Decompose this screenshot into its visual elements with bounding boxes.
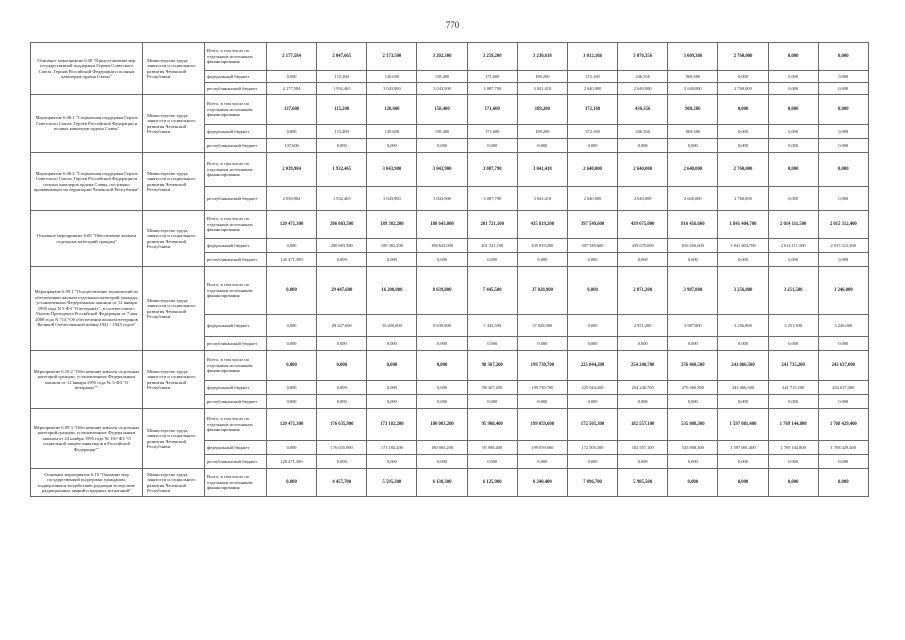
- amount-cell: 3 087,790: [467, 83, 517, 95]
- amount-cell: 0,000: [768, 125, 818, 139]
- amount-cell: 969,386: [668, 95, 718, 125]
- funding-source-label: республиканский бюджет: [205, 337, 267, 351]
- amount-cell: 6 125,900: [467, 469, 517, 497]
- amount-cell: 0,000: [317, 455, 367, 469]
- amount-cell: 0,000: [567, 267, 617, 315]
- amount-cell: 2 640,000: [567, 153, 617, 187]
- amount-cell: 37 028,900: [517, 267, 567, 315]
- budget-row-total: [31, 153, 869, 187]
- funding-source-label: федеральный бюджет: [205, 239, 267, 253]
- amount-cell: 0,000: [818, 395, 868, 409]
- amount-cell: 276 460,500: [668, 351, 718, 381]
- amount-cell: 0,000: [818, 43, 868, 71]
- amount-cell: 0,000: [267, 441, 317, 455]
- amount-cell: 0,000: [567, 253, 617, 267]
- funding-source-label: Всего, в том числе по отдельным источникам финансирования: [205, 469, 267, 497]
- amount-cell: 3 087,790: [467, 153, 517, 187]
- amount-cell: 120,600: [367, 125, 417, 139]
- funding-source-label: республиканский бюджет: [205, 139, 267, 153]
- amount-cell: 0,000: [768, 187, 818, 211]
- amount-cell: 0,000: [768, 139, 818, 153]
- amount-cell: 16 200,000: [367, 267, 417, 315]
- amount-cell: 969,386: [668, 71, 718, 83]
- amount-cell: 120 471,300: [267, 409, 317, 441]
- amount-cell: 0,000: [317, 337, 367, 351]
- amount-cell: 0,000: [718, 125, 768, 139]
- measure-title: Мероприятие 6.09.1 "Осуществление полномочий по обеспечению жильем отдельных категорий граждан, установленных Федеральным законом от 12 января 1995 года N 5-ФЗ "О ветеранах", в соответствии с Указом Президента Российской Федерации от 7 мая 2008 года N 714 "Об обеспечении жильем ветеранов Великой Отечественной войны 1941 - 1945 годов": [31, 267, 143, 351]
- amount-cell: 0,000: [768, 153, 818, 187]
- amount-cell: 241 715,200: [768, 351, 818, 381]
- funding-source-label: Всего, в том числе по отдельным источникам финансирования: [205, 43, 267, 71]
- budget-row-total: [31, 409, 869, 441]
- amount-cell: 0,000: [718, 469, 768, 497]
- responsible-executor: Министерство труда, занятости и социального развития Чеченской Республики: [143, 211, 205, 267]
- amount-cell: 1 768 429,400: [818, 409, 868, 441]
- amount-cell: 535 808,300: [668, 409, 718, 441]
- measure-title: Мероприятие 6.09.3 "Обеспечение жильем отдельных категорий граждан, установленных Федеральным законом от 24 ноября 1995 года № 181-ФЗ "О социальной защите инвалидов в Российской Федерации"": [31, 409, 143, 469]
- amount-cell: 0,000: [768, 395, 818, 409]
- amount-cell: 3 259,200: [467, 43, 517, 71]
- amount-cell: 254 246,700: [618, 381, 668, 395]
- amount-cell: 0,000: [718, 395, 768, 409]
- amount-cell: 243 637,000: [818, 351, 868, 381]
- amount-cell: 0,000: [517, 139, 567, 153]
- amount-cell: 535 808,300: [668, 441, 718, 455]
- amount-cell: 0,000: [417, 455, 467, 469]
- amount-cell: 0,000: [668, 469, 718, 497]
- amount-cell: 0,000: [367, 351, 417, 381]
- amount-cell: 3 012,168: [567, 43, 617, 71]
- amount-cell: 0,000: [467, 455, 517, 469]
- amount-cell: 8 639,800: [417, 267, 467, 315]
- amount-cell: 1 841 404,700: [718, 211, 768, 239]
- amount-cell: 120 471,300: [267, 211, 317, 239]
- responsible-executor: Министерство труда, занятости и социального развития Чеченской Республики: [143, 43, 205, 95]
- amount-cell: 188 643,000: [417, 239, 467, 253]
- amount-cell: 372,168: [567, 125, 617, 139]
- amount-cell: 176 635,900: [317, 441, 367, 455]
- amount-cell: 29 447,600: [317, 267, 367, 315]
- amount-cell: 37 028,900: [517, 315, 567, 337]
- amount-cell: 182 557,100: [618, 409, 668, 441]
- amount-cell: 120 471,300: [267, 455, 317, 469]
- amount-cell: 436,356: [618, 95, 668, 125]
- amount-cell: 120,600: [367, 95, 417, 125]
- amount-cell: 0,000: [768, 95, 818, 125]
- amount-cell: 173 182,200: [367, 409, 417, 441]
- amount-cell: 180 003,200: [417, 441, 467, 455]
- amount-cell: 1 841 404,700: [718, 239, 768, 253]
- amount-cell: 0,000: [267, 381, 317, 395]
- amount-cell: 0,000: [718, 253, 768, 267]
- amount-cell: 16 200,000: [367, 315, 417, 337]
- amount-cell: 436,356: [618, 71, 668, 83]
- amount-cell: 115,200: [317, 71, 367, 83]
- amount-cell: 2 871,200: [618, 315, 668, 337]
- amount-cell: 2 015 312,400: [818, 239, 868, 253]
- amount-cell: 2 640,000: [668, 187, 718, 211]
- amount-cell: 0,000: [768, 83, 818, 95]
- amount-cell: 3 256,800: [718, 315, 768, 337]
- amount-cell: 0,000: [818, 95, 868, 125]
- amount-cell: 29 447,600: [317, 315, 367, 337]
- amount-cell: 158,400: [417, 95, 467, 125]
- amount-cell: 0,000: [417, 395, 467, 409]
- amount-cell: 180 003,200: [417, 409, 467, 441]
- amount-cell: 3 987,800: [668, 315, 718, 337]
- amount-cell: 3 246,000: [818, 315, 868, 337]
- amount-cell: 0,000: [567, 337, 617, 351]
- amount-cell: 0,000: [467, 337, 517, 351]
- amount-cell: 2 640,000: [668, 83, 718, 95]
- amount-cell: 0,000: [367, 337, 417, 351]
- amount-cell: 0,000: [818, 187, 868, 211]
- amount-cell: 6 240,400: [517, 469, 567, 497]
- amount-cell: 0,000: [718, 139, 768, 153]
- amount-cell: 0,000: [768, 469, 818, 497]
- amount-cell: 0,000: [818, 455, 868, 469]
- amount-cell: 372,168: [567, 71, 617, 83]
- amount-cell: 0,000: [467, 395, 517, 409]
- amount-cell: 816 456,600: [668, 211, 718, 239]
- amount-cell: 3 041,418: [517, 83, 567, 95]
- amount-cell: 199 059,600: [517, 409, 567, 441]
- amount-cell: 158,400: [417, 71, 467, 83]
- amount-cell: 2 760,000: [718, 83, 768, 95]
- amount-cell: 115,200: [317, 125, 367, 139]
- budget-row-total: [31, 95, 869, 125]
- amount-cell: 372,168: [567, 95, 617, 125]
- amount-cell: 2 039,984: [267, 187, 317, 211]
- amount-cell: 0,000: [618, 395, 668, 409]
- funding-source-label: Всего, в том числе по отдельным источникам финансирования: [205, 351, 267, 381]
- amount-cell: 1 769 144,800: [768, 441, 818, 455]
- amount-cell: 3 256,800: [718, 267, 768, 315]
- amount-cell: 0,000: [818, 153, 868, 187]
- amount-cell: 0,000: [718, 337, 768, 351]
- amount-cell: 3 230,618: [517, 43, 567, 71]
- amount-cell: 3 202,300: [417, 43, 467, 71]
- amount-cell: 0,000: [517, 253, 567, 267]
- amount-cell: 0,000: [317, 139, 367, 153]
- amount-cell: 2 014 111,500: [768, 239, 818, 253]
- amount-cell: 0,000: [267, 315, 317, 337]
- amount-cell: 199 730,700: [517, 351, 567, 381]
- amount-cell: 3 043,900: [367, 153, 417, 187]
- amount-cell: 2 014 111,500: [768, 211, 818, 239]
- amount-cell: 3 041,418: [517, 153, 567, 187]
- amount-cell: 3 043,900: [417, 153, 467, 187]
- budget-table: [30, 42, 869, 497]
- measure-title: Основное мероприятие 6.10 "Оказание мер государственной поддержки гражданам, подвергшимся воздействию радиации вследствие радиационных аварий и ядерных испытаний": [31, 469, 143, 497]
- amount-cell: 158,400: [417, 125, 467, 139]
- amount-cell: 0,000: [517, 337, 567, 351]
- amount-cell: 176 635,900: [317, 409, 367, 441]
- amount-cell: 0,000: [517, 455, 567, 469]
- funding-source-label: Всего, в том числе по отдельным источникам финансирования: [205, 409, 267, 441]
- budget-row-total: [31, 267, 869, 315]
- amount-cell: 439 675,000: [618, 211, 668, 239]
- amount-cell: 8 639,800: [417, 315, 467, 337]
- amount-cell: 0,000: [818, 83, 868, 95]
- amount-cell: 0,000: [668, 139, 718, 153]
- amount-cell: 2 173,500: [367, 43, 417, 71]
- amount-cell: 2 760,000: [718, 187, 768, 211]
- amount-cell: 0,000: [768, 253, 818, 267]
- amount-cell: 0,000: [267, 239, 317, 253]
- amount-cell: 0,000: [317, 395, 367, 409]
- amount-cell: 5 595,300: [367, 469, 417, 497]
- amount-cell: 0,000: [367, 139, 417, 153]
- amount-cell: 0,000: [818, 139, 868, 153]
- amount-cell: 0,000: [417, 253, 467, 267]
- funding-source-label: Всего, в том числе по отдельным источникам финансирования: [205, 211, 267, 239]
- amount-cell: 171,600: [467, 125, 517, 139]
- funding-source-label: республиканский бюджет: [205, 83, 267, 95]
- responsible-executor: Министерство труда, занятости и социального развития Чеченской Республики: [143, 153, 205, 211]
- measure-title: Основное мероприятие 6.09 "Обеспечение жильем отдельных категорий граждан": [31, 211, 143, 267]
- amount-cell: 4 457,700: [317, 469, 367, 497]
- amount-cell: 115,200: [317, 95, 367, 125]
- amount-cell: 7 445,500: [467, 315, 517, 337]
- measure-title: Мероприятие 6.10.2 "Обеспечение жильем отдельных категорий граждан, установленных Федеральным законом от 12 января 1995 года № 5-ФЗ "О ветеранах"": [31, 351, 143, 409]
- amount-cell: 2 047,665: [317, 43, 367, 71]
- amount-cell: 0,000: [467, 139, 517, 153]
- amount-cell: 2 871,200: [618, 267, 668, 315]
- amount-cell: 0,000: [367, 455, 417, 469]
- amount-cell: 3 251,500: [768, 267, 818, 315]
- amount-cell: 0,000: [567, 315, 617, 337]
- measure-title: Основное мероприятие 6.08 "Предоставление мер государственной поддержки Героям Советского Союза, Героям Российской Федерации и полным кавалерам ордена Славы": [31, 43, 143, 95]
- amount-cell: 241 066,500: [718, 381, 768, 395]
- amount-cell: 969,386: [668, 125, 718, 139]
- amount-cell: 3 251,500: [768, 315, 818, 337]
- amount-cell: 0,000: [267, 337, 317, 351]
- amount-cell: 0,000: [517, 395, 567, 409]
- amount-cell: 3 987,800: [668, 267, 718, 315]
- amount-cell: 0,000: [668, 337, 718, 351]
- amount-cell: 0,000: [618, 139, 668, 153]
- amount-cell: 0,000: [267, 267, 317, 315]
- funding-source-label: федеральный бюджет: [205, 71, 267, 83]
- responsible-executor: Министерство труда, занятости и социального развития Чеченской Республики: [143, 95, 205, 153]
- funding-source-label: федеральный бюджет: [205, 125, 267, 139]
- amount-cell: 0,000: [718, 95, 768, 125]
- amount-cell: 0,000: [267, 351, 317, 381]
- amount-cell: 0,000: [718, 71, 768, 83]
- amount-cell: 98 367,200: [467, 381, 517, 395]
- amount-cell: 0,000: [768, 455, 818, 469]
- amount-cell: 172 505,300: [567, 409, 617, 441]
- funding-source-label: республиканский бюджет: [205, 455, 267, 469]
- amount-cell: 243 637,000: [818, 381, 868, 395]
- amount-cell: 0,000: [668, 455, 718, 469]
- amount-cell: 0,000: [367, 395, 417, 409]
- amount-cell: 0,000: [818, 469, 868, 497]
- amount-cell: 0,000: [718, 455, 768, 469]
- amount-cell: 3 043,900: [367, 187, 417, 211]
- amount-cell: 1 597 081,400: [718, 409, 768, 441]
- page-number: 770: [445, 20, 460, 30]
- amount-cell: 0,000: [267, 469, 317, 497]
- amount-cell: 2 760,000: [718, 153, 768, 187]
- amount-cell: 0,000: [367, 381, 417, 395]
- amount-cell: 172 505,300: [567, 441, 617, 455]
- amount-cell: 0,000: [317, 253, 367, 267]
- amount-cell: 1 932,465: [317, 83, 367, 95]
- amount-cell: 397 549,600: [567, 211, 617, 239]
- amount-cell: 3 609,386: [668, 43, 718, 71]
- amount-cell: 816 456,600: [668, 239, 718, 253]
- amount-cell: 0,000: [668, 253, 718, 267]
- responsible-executor: Министерство труда, занятости и социального развития Чеченской Республики: [143, 351, 205, 409]
- amount-cell: 0,000: [267, 125, 317, 139]
- amount-cell: 254 246,700: [618, 351, 668, 381]
- amount-cell: 95 908,400: [467, 441, 517, 455]
- amount-cell: 7 896,700: [567, 469, 617, 497]
- amount-cell: 206 083,500: [317, 211, 367, 239]
- amount-cell: 3 043,900: [367, 83, 417, 95]
- amount-cell: 2 640,000: [668, 153, 718, 187]
- funding-source-label: Всего, в том числе по отдельным источникам финансирования: [205, 95, 267, 125]
- amount-cell: 2 640,000: [618, 83, 668, 95]
- amount-cell: 0,000: [467, 253, 517, 267]
- amount-cell: 3 076,356: [618, 43, 668, 71]
- amount-cell: 171,600: [467, 95, 517, 125]
- funding-source-label: республиканский бюджет: [205, 187, 267, 211]
- amount-cell: 0,000: [567, 395, 617, 409]
- amount-cell: 397 549,600: [567, 239, 617, 253]
- funding-source-label: республиканский бюджет: [205, 253, 267, 267]
- amount-cell: 435 819,200: [517, 211, 567, 239]
- amount-cell: 0,000: [417, 337, 467, 351]
- amount-cell: 1 932,465: [317, 153, 367, 187]
- amount-cell: 0,000: [618, 337, 668, 351]
- funding-source-label: Всего, в том числе по отдельным источникам финансирования: [205, 153, 267, 187]
- responsible-executor: Министерство труда, занятости и социального развития Чеченской Республики: [143, 469, 205, 497]
- amount-cell: 137,600: [267, 139, 317, 153]
- amount-cell: 189,200: [517, 125, 567, 139]
- amount-cell: 2 760,000: [718, 43, 768, 71]
- amount-cell: 2 177,584: [267, 43, 317, 71]
- amount-cell: 3 087,790: [467, 187, 517, 211]
- amount-cell: 189 382,200: [367, 239, 417, 253]
- amount-cell: 189,200: [517, 95, 567, 125]
- amount-cell: 189,200: [517, 71, 567, 83]
- amount-cell: 5 985,500: [618, 469, 668, 497]
- amount-cell: 199 730,700: [517, 381, 567, 395]
- amount-cell: 241 066,500: [718, 351, 768, 381]
- amount-cell: 0,000: [668, 395, 718, 409]
- amount-cell: 3 043,900: [417, 83, 467, 95]
- amount-cell: 2 039,984: [267, 153, 317, 187]
- amount-cell: 171,600: [467, 71, 517, 83]
- amount-cell: 0,000: [317, 381, 367, 395]
- funding-source-label: федеральный бюджет: [205, 381, 267, 395]
- amount-cell: 0,000: [317, 351, 367, 381]
- responsible-executor: Министерство труда, занятости и социального развития Чеченской Республики: [143, 267, 205, 351]
- amount-cell: 7 445,500: [467, 267, 517, 315]
- amount-cell: 0,000: [818, 71, 868, 83]
- budget-row-total: [31, 351, 869, 381]
- amount-cell: 199 059,600: [517, 441, 567, 455]
- amount-cell: 0,000: [768, 43, 818, 71]
- amount-cell: 2 640,000: [618, 153, 668, 187]
- amount-cell: 98 367,200: [467, 351, 517, 381]
- amount-cell: 206 083,500: [317, 239, 367, 253]
- amount-cell: 3 041,418: [517, 187, 567, 211]
- amount-cell: 0,000: [818, 253, 868, 267]
- amount-cell: 3 246,000: [818, 267, 868, 315]
- amount-cell: 2 177,584: [267, 83, 317, 95]
- budget-row-total: [31, 469, 869, 497]
- amount-cell: 137,600: [267, 95, 317, 125]
- amount-cell: 225 044,200: [567, 351, 617, 381]
- amount-cell: 2 640,000: [567, 83, 617, 95]
- funding-source-label: Всего, в том числе по отдельным источникам финансирования: [205, 267, 267, 315]
- amount-cell: 0,000: [567, 455, 617, 469]
- amount-cell: 225 044,200: [567, 381, 617, 395]
- amount-cell: 95 908,400: [467, 409, 517, 441]
- amount-cell: 0,000: [618, 455, 668, 469]
- amount-cell: 2 640,000: [618, 187, 668, 211]
- amount-cell: 439 675,000: [618, 239, 668, 253]
- amount-cell: 189 382,200: [367, 211, 417, 239]
- funding-source-label: республиканский бюджет: [205, 395, 267, 409]
- budget-row-total: [31, 211, 869, 239]
- amount-cell: 241 715,200: [768, 381, 818, 395]
- amount-cell: 120,600: [367, 71, 417, 83]
- amount-cell: 0,000: [417, 139, 467, 153]
- amount-cell: 188 643,000: [417, 211, 467, 239]
- amount-cell: 0,000: [367, 253, 417, 267]
- amount-cell: 0,000: [267, 395, 317, 409]
- amount-cell: 1 597 081,400: [718, 441, 768, 455]
- amount-cell: 0,000: [768, 337, 818, 351]
- amount-cell: 2 015 312,400: [818, 211, 868, 239]
- amount-cell: 0,000: [567, 139, 617, 153]
- amount-cell: 0,000: [818, 337, 868, 351]
- amount-cell: 0,000: [818, 125, 868, 139]
- amount-cell: 1 932,465: [317, 187, 367, 211]
- funding-source-label: федеральный бюджет: [205, 441, 267, 455]
- funding-source-label: федеральный бюджет: [205, 315, 267, 337]
- amount-cell: 2 640,000: [567, 187, 617, 211]
- measure-title: Мероприятие 6.08.2 "Социальная поддержка Героев Советского Союза, Героев Российской Федерации и полных кавалеров ордена Славы, постоянно проживающих на территории Чеченской Республики": [31, 153, 143, 211]
- amount-cell: 3 043,900: [417, 187, 467, 211]
- amount-cell: 182 557,100: [618, 441, 668, 455]
- amount-cell: 173 182,200: [367, 441, 417, 455]
- amount-cell: 0,000: [417, 351, 467, 381]
- amount-cell: 435 819,200: [517, 239, 567, 253]
- amount-cell: 120 471,300: [267, 253, 317, 267]
- amount-cell: 6 130,300: [417, 469, 467, 497]
- responsible-executor: Министерство труда, занятости и социального развития Чеченской Республики: [143, 409, 205, 469]
- measure-title: Мероприятие 6.08.1 "Социальная поддержка Героев Советского Союза, Героев Российской Федерации и полных кавалеров ордена Славы": [31, 95, 143, 153]
- amount-cell: 1 769 144,800: [768, 409, 818, 441]
- amount-cell: 201 721,100: [467, 211, 517, 239]
- amount-cell: 436,356: [618, 125, 668, 139]
- amount-cell: 0,000: [417, 381, 467, 395]
- budget-row-total: [31, 43, 869, 71]
- amount-cell: 0,000: [768, 71, 818, 83]
- amount-cell: 276 460,500: [668, 381, 718, 395]
- amount-cell: 0,000: [267, 71, 317, 83]
- amount-cell: 201 721,100: [467, 239, 517, 253]
- amount-cell: 1 768 429,400: [818, 441, 868, 455]
- amount-cell: 0,000: [618, 253, 668, 267]
